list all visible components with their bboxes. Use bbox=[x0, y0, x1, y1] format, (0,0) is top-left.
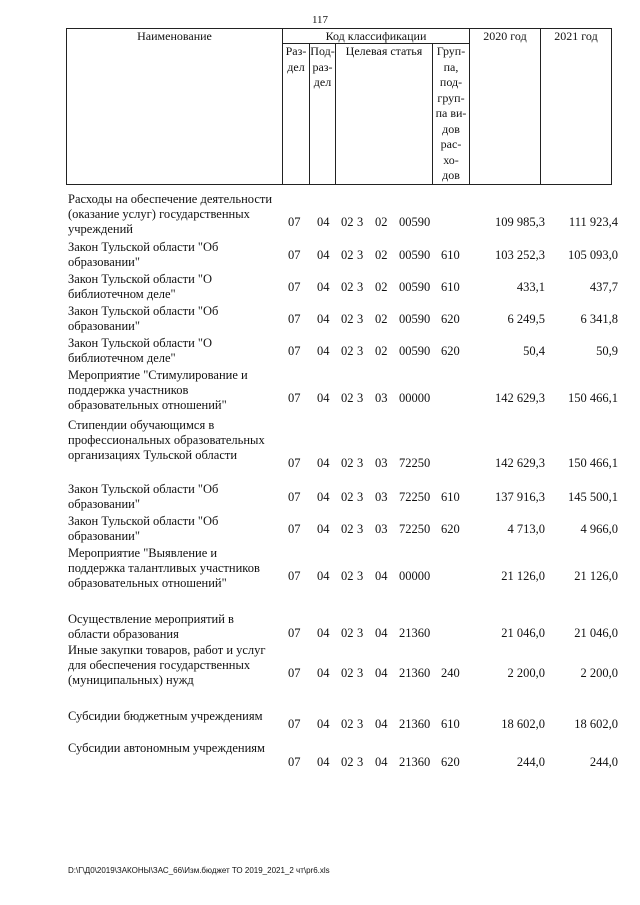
cell-y2020: 433,1 bbox=[516, 280, 545, 294]
cell-t4: 00590 bbox=[399, 344, 431, 358]
cell-t1: 02 bbox=[341, 569, 354, 583]
cell-t1: 02 bbox=[341, 490, 354, 504]
cell-t4: 00590 bbox=[399, 312, 431, 326]
header-year-2021: 2021 год bbox=[541, 29, 612, 185]
table-row bbox=[0, 643, 640, 688]
cell-y2021: 4 966,0 bbox=[580, 522, 618, 536]
cell-razdel: 07 bbox=[288, 717, 301, 731]
cell-y2020: 2 200,0 bbox=[507, 666, 545, 680]
cell-podrazdel: 04 bbox=[317, 755, 330, 769]
cell-y2021: 18 602,0 bbox=[574, 717, 618, 731]
cell-t3: 04 bbox=[375, 666, 388, 680]
cell-razdel: 07 bbox=[288, 755, 301, 769]
cell-t4: 00590 bbox=[399, 215, 431, 229]
row-name: Мероприятие "Выявление и поддержка талантливых участников образовательных отношений" bbox=[68, 546, 260, 590]
cell-y2020: 21 046,0 bbox=[501, 626, 545, 640]
cell-y2021: 50,9 bbox=[596, 344, 618, 358]
cell-t1: 02 bbox=[341, 215, 354, 229]
cell-t4: 00590 bbox=[399, 248, 431, 262]
cell-t4: 21360 bbox=[399, 717, 431, 731]
cell-t3: 03 bbox=[375, 391, 388, 405]
cell-t2: 3 bbox=[357, 755, 364, 769]
cell-group: 610 bbox=[441, 280, 460, 294]
cell-y2020: 244,0 bbox=[516, 755, 545, 769]
row-name: Закон Тульской области "Об образовании" bbox=[68, 304, 219, 333]
cell-podrazdel: 04 bbox=[317, 569, 330, 583]
cell-t2: 3 bbox=[357, 248, 364, 262]
row-name: Закон Тульской области "О библиотечном деле" bbox=[68, 272, 213, 301]
row-name: Иные закупки товаров, работ и услуг для обеспечения государственных (муниципальных) нужд bbox=[68, 643, 266, 687]
cell-podrazdel: 04 bbox=[317, 666, 330, 680]
cell-razdel: 07 bbox=[288, 522, 301, 536]
cell-podrazdel: 04 bbox=[317, 626, 330, 640]
table-row bbox=[0, 368, 640, 413]
cell-y2021: 150 466,1 bbox=[568, 391, 618, 405]
cell-t3: 03 bbox=[375, 490, 388, 504]
row-name: Закон Тульской области "Об образовании" bbox=[68, 514, 219, 543]
cell-podrazdel: 04 bbox=[317, 280, 330, 294]
table-row bbox=[0, 192, 640, 237]
cell-y2021: 21 126,0 bbox=[574, 569, 618, 583]
cell-t4: 72250 bbox=[399, 490, 431, 504]
cell-t1: 02 bbox=[341, 755, 354, 769]
cell-t3: 02 bbox=[375, 312, 388, 326]
cell-razdel: 07 bbox=[288, 569, 301, 583]
cell-y2020: 6 249,5 bbox=[507, 312, 545, 326]
cell-y2020: 18 602,0 bbox=[501, 717, 545, 731]
cell-group: 620 bbox=[441, 344, 460, 358]
cell-t4: 21360 bbox=[399, 626, 431, 640]
header-podrazdel: Под- раз- дел bbox=[310, 44, 336, 185]
cell-y2021: 2 200,0 bbox=[580, 666, 618, 680]
cell-group: 620 bbox=[441, 312, 460, 326]
cell-podrazdel: 04 bbox=[317, 391, 330, 405]
cell-razdel: 07 bbox=[288, 248, 301, 262]
row-name: Расходы на обеспечение деятельности (оказание услуг) государственных учреждений bbox=[68, 192, 273, 236]
cell-group: 610 bbox=[441, 490, 460, 504]
cell-razdel: 07 bbox=[288, 456, 301, 470]
cell-t1: 02 bbox=[341, 666, 354, 680]
cell-group: 620 bbox=[441, 522, 460, 536]
cell-t2: 3 bbox=[357, 626, 364, 640]
cell-t2: 3 bbox=[357, 522, 364, 536]
cell-t4: 00000 bbox=[399, 569, 431, 583]
cell-t3: 04 bbox=[375, 755, 388, 769]
row-name: Стипендии обучающимся в профессиональных образовательных организациях Тульской области bbox=[68, 418, 265, 462]
cell-group: 240 bbox=[441, 666, 460, 680]
cell-razdel: 07 bbox=[288, 666, 301, 680]
cell-y2021: 437,7 bbox=[589, 280, 618, 294]
row-name: Закон Тульской области "Об образовании" bbox=[68, 240, 219, 269]
header-year-2020: 2020 год bbox=[470, 29, 541, 185]
cell-t1: 02 bbox=[341, 344, 354, 358]
cell-podrazdel: 04 bbox=[317, 312, 330, 326]
row-name: Субсидии автономным учреждениям bbox=[68, 741, 265, 755]
header-razdel: Раз- дел bbox=[283, 44, 310, 185]
table-row bbox=[0, 546, 640, 591]
cell-t4: 21360 bbox=[399, 666, 431, 680]
cell-y2020: 142 629,3 bbox=[495, 456, 545, 470]
cell-t2: 3 bbox=[357, 569, 364, 583]
cell-y2020: 142 629,3 bbox=[495, 391, 545, 405]
cell-t4: 72250 bbox=[399, 456, 431, 470]
cell-t2: 3 bbox=[357, 344, 364, 358]
cell-t2: 3 bbox=[357, 456, 364, 470]
cell-y2021: 150 466,1 bbox=[568, 456, 618, 470]
cell-t2: 3 bbox=[357, 312, 364, 326]
cell-t1: 02 bbox=[341, 391, 354, 405]
table-row bbox=[0, 418, 640, 470]
row-name: Закон Тульской области "О библиотечном деле" bbox=[68, 336, 213, 365]
cell-group: 610 bbox=[441, 248, 460, 262]
cell-y2020: 21 126,0 bbox=[501, 569, 545, 583]
cell-podrazdel: 04 bbox=[317, 522, 330, 536]
cell-podrazdel: 04 bbox=[317, 490, 330, 504]
cell-t1: 02 bbox=[341, 522, 354, 536]
cell-y2021: 6 341,8 bbox=[580, 312, 618, 326]
cell-t1: 02 bbox=[341, 280, 354, 294]
cell-t3: 02 bbox=[375, 215, 388, 229]
cell-t1: 02 bbox=[341, 717, 354, 731]
cell-podrazdel: 04 bbox=[317, 717, 330, 731]
cell-y2020: 4 713,0 bbox=[507, 522, 545, 536]
cell-y2020: 50,4 bbox=[523, 344, 545, 358]
row-name: Осуществление мероприятий в области образования bbox=[68, 612, 234, 641]
cell-group: 620 bbox=[441, 755, 460, 769]
cell-y2021: 105 093,0 bbox=[568, 248, 618, 262]
cell-t3: 02 bbox=[375, 248, 388, 262]
cell-t4: 21360 bbox=[399, 755, 431, 769]
header-group: Груп- па, под- груп- па ви- дов рас- хо- дов bbox=[433, 44, 470, 185]
cell-t4: 00000 bbox=[399, 391, 431, 405]
cell-t1: 02 bbox=[341, 312, 354, 326]
table-row bbox=[0, 741, 640, 786]
footer-file-path: D:\Г\Д0\2019\ЗАКОНЫ\ЗАС_66\Изм.бюджет ТО 2019_2021_2 чт\рr6.xls bbox=[68, 866, 330, 875]
row-name: Субсидии бюджетным учреждениям bbox=[68, 709, 263, 723]
cell-t2: 3 bbox=[357, 717, 364, 731]
header-target: Целевая статья bbox=[336, 44, 433, 185]
cell-razdel: 07 bbox=[288, 280, 301, 294]
cell-t3: 03 bbox=[375, 456, 388, 470]
cell-razdel: 07 bbox=[288, 312, 301, 326]
cell-group: 610 bbox=[441, 717, 460, 731]
cell-t4: 00590 bbox=[399, 280, 431, 294]
cell-t3: 02 bbox=[375, 344, 388, 358]
page-number: 117 bbox=[311, 14, 329, 26]
cell-razdel: 07 bbox=[288, 344, 301, 358]
cell-t3: 04 bbox=[375, 569, 388, 583]
cell-t2: 3 bbox=[357, 666, 364, 680]
cell-t1: 02 bbox=[341, 626, 354, 640]
cell-y2021: 145 500,1 bbox=[568, 490, 618, 504]
cell-t4: 72250 bbox=[399, 522, 431, 536]
row-name: Мероприятие "Стимулирование и поддержка участников образовательных отношений" bbox=[68, 368, 248, 412]
cell-razdel: 07 bbox=[288, 391, 301, 405]
cell-y2020: 137 916,3 bbox=[495, 490, 545, 504]
row-name: Закон Тульской области "Об образовании" bbox=[68, 482, 219, 511]
cell-t3: 03 bbox=[375, 522, 388, 536]
cell-t2: 3 bbox=[357, 280, 364, 294]
cell-razdel: 07 bbox=[288, 215, 301, 229]
cell-y2021: 111 923,4 bbox=[568, 215, 618, 229]
cell-razdel: 07 bbox=[288, 490, 301, 504]
cell-t3: 02 bbox=[375, 280, 388, 294]
cell-razdel: 07 bbox=[288, 626, 301, 640]
cell-y2021: 244,0 bbox=[589, 755, 618, 769]
cell-podrazdel: 04 bbox=[317, 456, 330, 470]
cell-y2020: 109 985,3 bbox=[495, 215, 545, 229]
cell-t1: 02 bbox=[341, 456, 354, 470]
cell-y2020: 103 252,3 bbox=[495, 248, 545, 262]
cell-y2021: 21 046,0 bbox=[574, 626, 618, 640]
cell-t3: 04 bbox=[375, 717, 388, 731]
cell-podrazdel: 04 bbox=[317, 248, 330, 262]
cell-podrazdel: 04 bbox=[317, 215, 330, 229]
cell-t2: 3 bbox=[357, 490, 364, 504]
cell-podrazdel: 04 bbox=[317, 344, 330, 358]
table-header bbox=[66, 28, 612, 185]
cell-t1: 02 bbox=[341, 248, 354, 262]
header-code: Код классификации bbox=[283, 29, 470, 44]
cell-t2: 3 bbox=[357, 215, 364, 229]
header-name: Наименование bbox=[67, 29, 283, 185]
cell-t3: 04 bbox=[375, 626, 388, 640]
cell-t2: 3 bbox=[357, 391, 364, 405]
